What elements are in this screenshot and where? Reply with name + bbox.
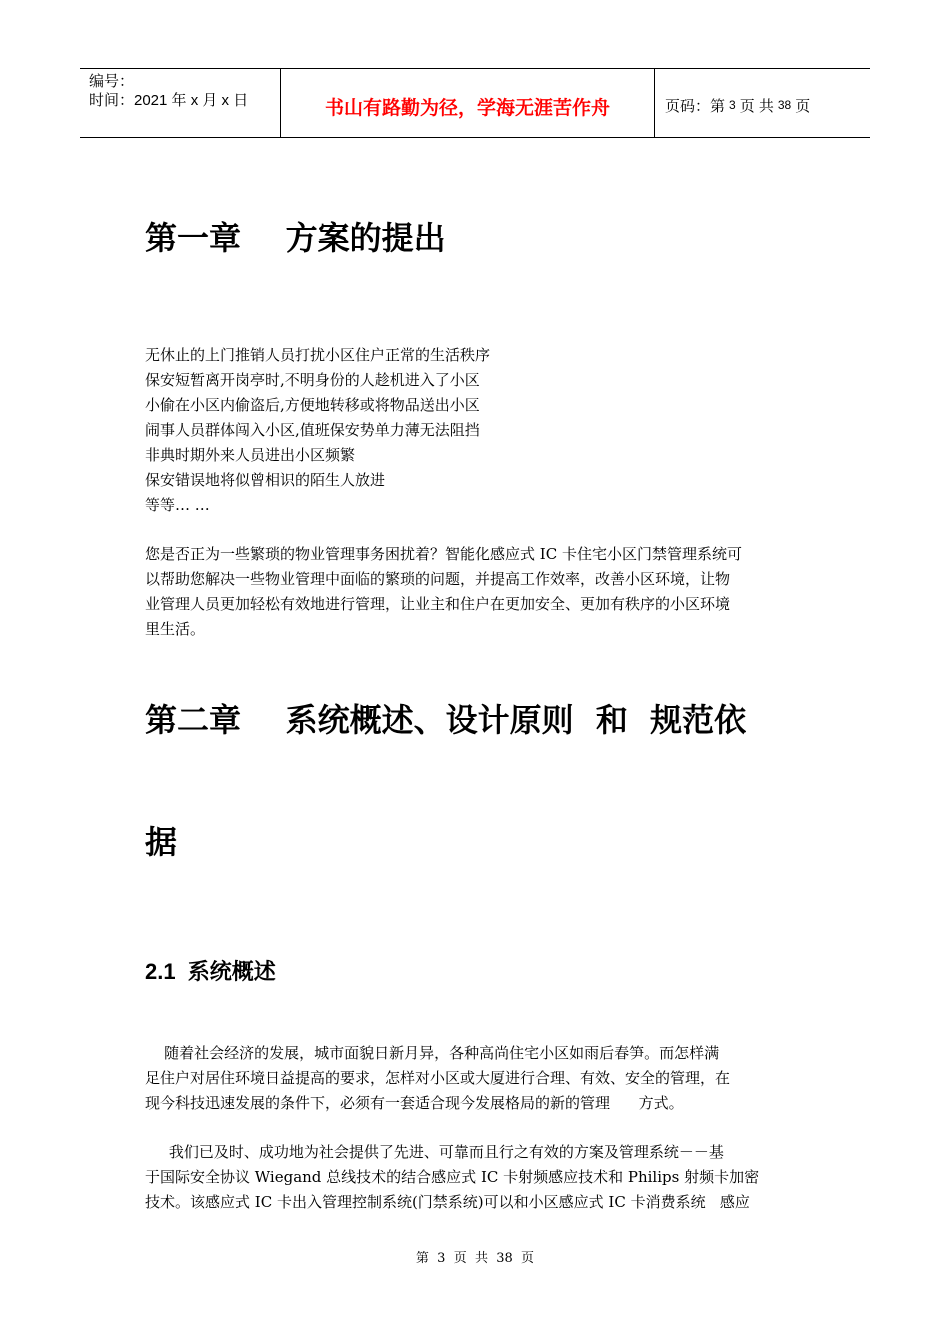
page-footer: 第 3 页 共 38 页 <box>415 1251 535 1266</box>
chapter2-title-line1: 第二章 系统概述、设计原则 和 规范依 <box>145 701 747 739</box>
problem-line: 无休止的上门推销人员打扰小区住户正常的生活秩序 <box>145 346 491 364</box>
chapter1-intro-paragraph <box>145 542 807 642</box>
page-mid: 页 共 <box>739 97 774 115</box>
header-meta <box>80 69 281 137</box>
paragraph-line: 足住户对居住环境日益提高的要求，怎样对小区或大厦进行合理、有效、安全的管理，在 <box>145 1069 731 1087</box>
paragraph-line: 于国际安全协议 Wiegand 总线技术的结合感应式 IC 卡射频感应技术和 Philips 射频卡加密 <box>145 1168 760 1186</box>
paragraph-line: 技术。该感应式 IC 卡出入管理控制系统(门禁系统)可以和小区感应式 IC 卡消费系统 感应 <box>145 1193 750 1211</box>
problem-line: 闹事人员群体闯入小区,值班保安势单力薄无法阻挡 <box>145 421 480 439</box>
document-number-label: 编号： <box>89 73 135 90</box>
header-slogan: 书山有路勤为径，学海无涯苦作舟 <box>281 69 655 137</box>
problem-line: 非典时期外来人员进出小区频繁 <box>145 446 356 464</box>
page-current: 3 <box>729 98 736 112</box>
paragraph-line: 以帮助您解决一些物业管理中面临的繁琐的问题，并提高工作效率，改善小区环境，让物 <box>145 570 731 588</box>
problem-line: 小偷在小区内偷盗后,方便地转移或将物品送出小区 <box>145 396 480 414</box>
page-suffix: 页 <box>795 97 811 115</box>
page-total: 38 <box>777 98 792 112</box>
chapter2-title-line2: 据 <box>145 823 178 861</box>
paragraph-line: 里生活。 <box>145 620 206 638</box>
page-header <box>80 68 870 138</box>
section-title: 2.1 系统概述 <box>145 959 276 984</box>
problem-list <box>145 343 807 518</box>
paragraph-line: 您是否正为一些繁琐的物业管理事务困扰着？智能化感应式 IC 卡住宅小区门禁管理系统可 <box>145 545 742 563</box>
paragraph-line: 现今科技迅速发展的条件下，必须有一套适合现今发展格局的新的管理 方式。 <box>145 1094 684 1112</box>
paragraph-line: 业管理人员更加轻松有效地进行管理，让业主和住户在更加安全、更加有秩序的小区环境 <box>145 595 731 613</box>
paragraph-line: 我们已及时、成功地为社会提供了先进、可靠而且行之有效的方案及管理系统－－基 <box>145 1143 724 1161</box>
section-paragraph-2 <box>145 1140 807 1215</box>
problem-line: 保安短暂离开岗亭时,不明身份的人趁机进入了小区 <box>145 371 480 389</box>
document-date: 时间：2021 年 x 月 x 日 <box>89 92 249 109</box>
problem-line: 等等… … <box>145 496 210 514</box>
header-page-info <box>655 69 870 137</box>
problem-line: 保安错误地将似曾相识的陌生人放进 <box>145 471 386 489</box>
page-prefix: 页码：第 <box>665 97 726 115</box>
section-paragraph-1 <box>145 1041 807 1116</box>
chapter1-title: 第一章 方案的提出 <box>145 219 446 257</box>
paragraph-line: 随着社会经济的发展，城市面貌日新月异，各种高尚住宅小区如雨后春笋。而怎样满 <box>145 1044 720 1062</box>
